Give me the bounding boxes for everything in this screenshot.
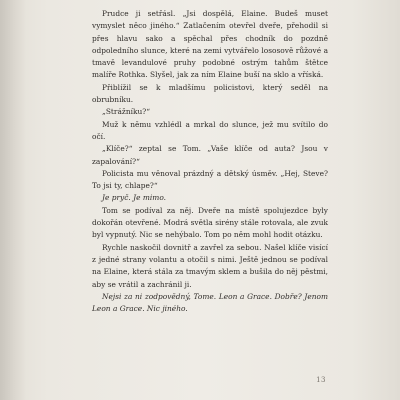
page-gutter-shadow [0,0,26,400]
paragraph: Přiblížil se k mladšímu policistovi, který seděl na obrubníku. [92,82,328,105]
paragraph: Je pryč. Je mimo. [102,193,167,203]
paragraph: Nejsi za ni zodpovědný, Tome. Leon a Grace. Dobře? Jenom Leon a Grace. Nic jiného. [92,291,328,314]
paragraph: Rychle naskočil dovnitř a zavřel za sebou. Našel klíče visící z jedné strany volantu a otočil s nimi. Ještě jednou se podíval na Elaine, která stála za tmavým sklem a bušila do něj pěstmi, aby se vrátil a zachránil ji. [92,242,328,289]
paragraph: „Strážníku?“ [102,107,151,117]
page-number: 13 [316,376,326,384]
paragraph: Tom se podíval za něj. Dveře na místě spolujezdce byly dokořán otevřené. Modrá světla sirény stále rotovala, ale zvuk byl vypnutý. Nic se nehýbalo. Tom po něm mohl hodit otázku. [92,205,328,240]
paragraph: Muž k němu vzhlédl a mrkal do slunce, jež mu svítilo do očí. [92,119,328,141]
paragraph: „Klíče?“ zeptal se Tom. „Vaše klíče od auta? Jsou v zapalování?“ [92,144,328,166]
paragraph: Prudce ji setřásl. „Jsi dospělá, Elaine. Budeš muset vymyslet něco jiného.“ Zatlačením otevřel dveře, přehodil si přes hlavu sako a spěchal přes chodník do pozdně odpoledního slunce, které na zemi vytvářelo lososově růžové a tmavě levandulové pruhy podobné ostrým tahům štětce malíře Rothka. Slyšel, jak za ním Elaine buší na sklo a vříská. [92,9,328,80]
paragraph: Policista mu věnoval prázdný a dětský úsměv. „Hej, Steve? To jsi ty, chlape?“ [92,168,328,191]
body-text [92,8,328,315]
